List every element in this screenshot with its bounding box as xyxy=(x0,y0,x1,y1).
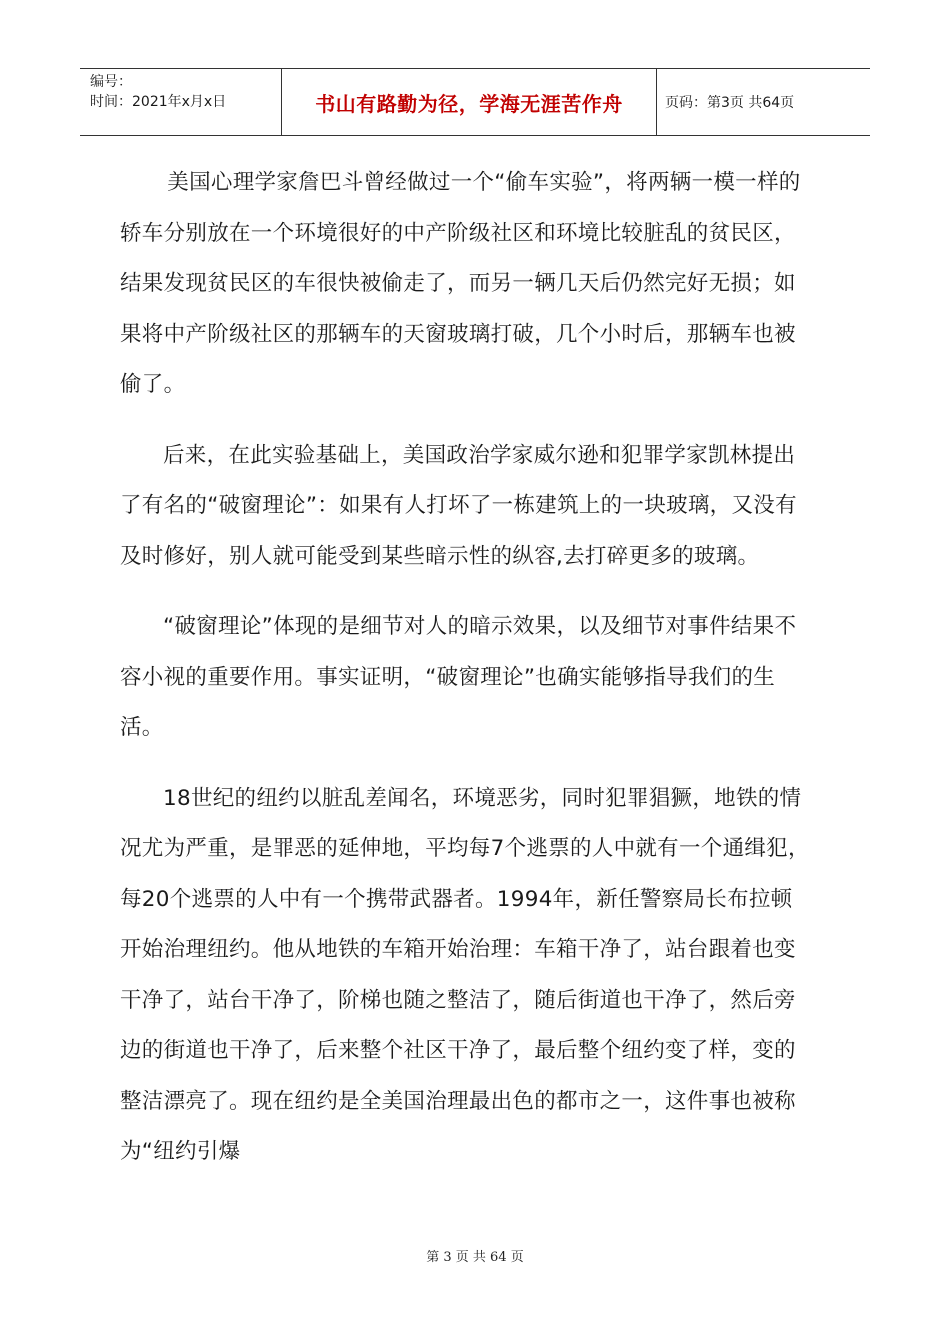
paragraph: “破窗理论”体现的是细节对人的暗示效果，以及细节对事件结果不容小视的重要作用。事实证明，“破窗理论”也确实能够指导我们的生活。 xyxy=(120,614,797,740)
document-body xyxy=(120,158,810,1198)
page-footer: 第 3 页 共 64 页 xyxy=(426,1250,524,1265)
header-meta xyxy=(80,69,282,135)
page-header xyxy=(80,68,870,136)
header-motto: 书山有路勤为径，学海无涯苦作舟 xyxy=(282,69,657,135)
header-page-info: 页码：第3页 共64页 xyxy=(665,95,795,111)
paragraph: 后来，在此实验基础上，美国政治学家威尔逊和犯罪学家凯林提出了有名的“破窗理论”：如果有人打坏了一栋建筑上的一块玻璃，又没有及时修好，别人就可能受到某些暗示性的纵容,去打碎更多的玻璃。 xyxy=(120,442,797,569)
paragraph: 18世纪的纽约以脏乱差闻名，环境恶劣，同时犯罪猖獗，地铁的情况尤为严重，是罪恶的延伸地，平均每7个逃票的人中就有一个通缉犯，每20个逃票的人中有一个携带武器者。1994年，新任警察局长布拉顿开始治理纽约。他从地铁的车箱开始治理：车箱干净了，站台跟着也变干净了，站台干净了，阶梯也随之整洁了，随后街道也干净了，然后旁边的街道也干净了，后来整个社区干净了，最后整个纽约变了样，变的整洁漂亮了。现在纽约是全美国治理最出色的都市之一，这件事也被称为“纽约引爆 xyxy=(120,785,810,1164)
document-date-label: 时间：2021年x月x日 xyxy=(90,94,227,110)
paragraph: 美国心理学家詹巴斗曾经做过一个“偷车实验”，将两辆一模一样的轿车分别放在一个环境很好的中产阶级社区和环境比较脏乱的贫民区，结果发现贫民区的车很快被偷走了，而另一辆几天后仍然完好无损；如果将中产阶级社区的那辆车的天窗玻璃打破，几个小时后，那辆车也被偷了。 xyxy=(120,170,801,397)
document-number-label: 编号： xyxy=(90,74,132,90)
